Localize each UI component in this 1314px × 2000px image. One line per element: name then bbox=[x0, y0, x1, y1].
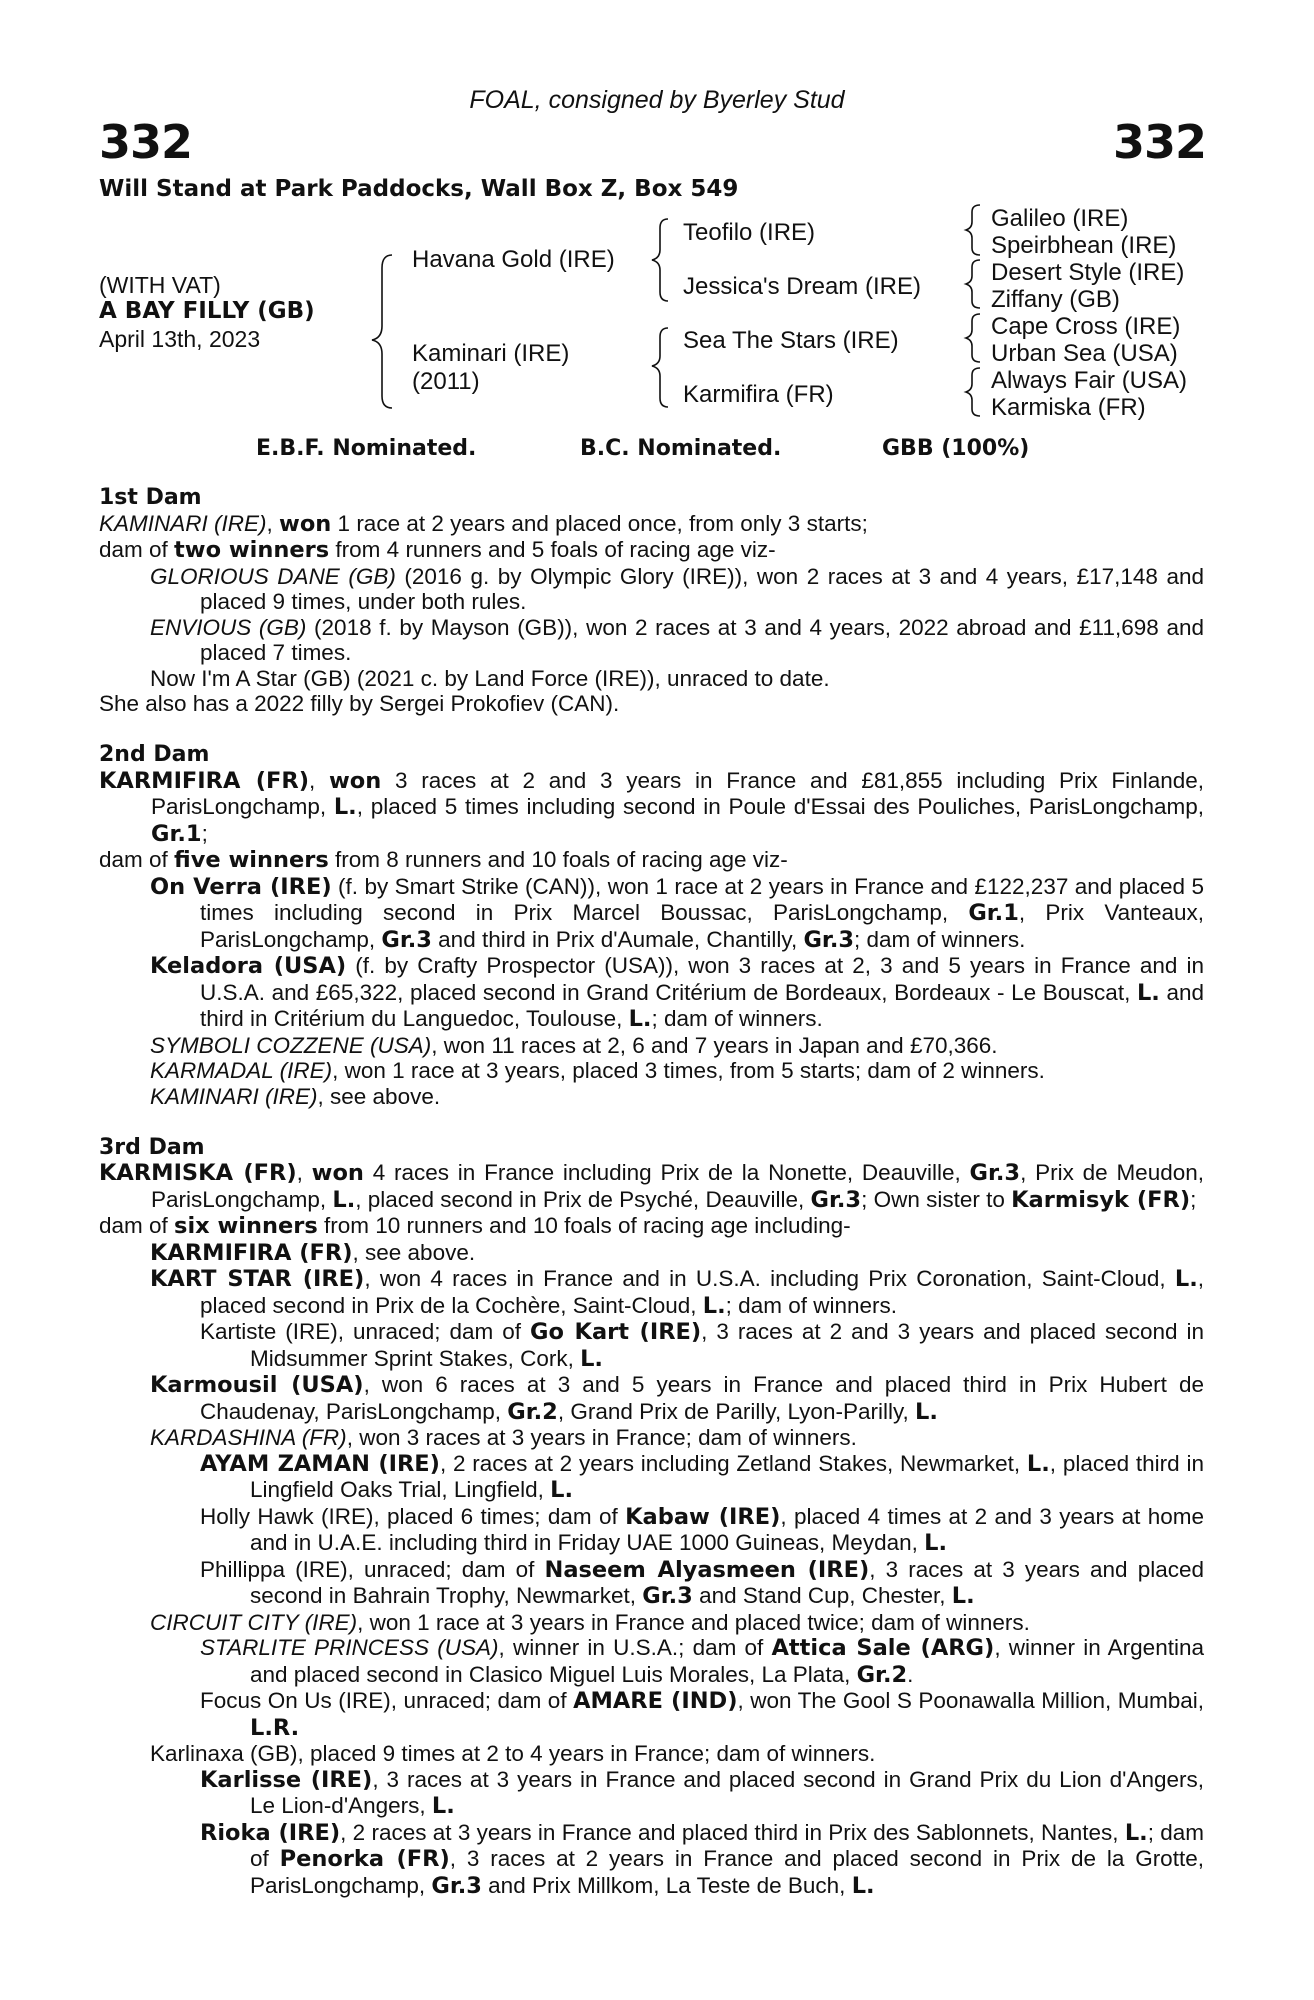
first-dam-heading: 1st Dam bbox=[99, 485, 202, 510]
first-dam-note: She also has a 2022 filly by Sergei Prokofiev (CAN). bbox=[99, 691, 620, 716]
produce-circuit-city: CIRCUIT CITY (IRE), won 1 race at 3 years in France and placed twice; dam of winners. bbox=[150, 1609, 1030, 1635]
produce-keladora: Keladora (USA) (f. by Crafty Prospector (USA)), won 3 races at 2, 3 and 5 years in France and in U.S.A. and £65,322, placed second in Grand Critérium de Bordeaux, Bordeaux - Le Bouscat, L. and third in Critérium du Languedoc, Toulouse, L.; dam of winners. bbox=[150, 953, 1205, 1032]
sire-sire: Teofilo (IRE) bbox=[683, 219, 816, 246]
ggs-1: Galileo (IRE) bbox=[991, 205, 1129, 232]
ggs-8: Karmiska (FR) bbox=[991, 394, 1146, 421]
produce-karlisse: Karlisse (IRE), 3 races at 3 years in France and placed second in Grand Prix du Lion d'Angers, Le Lion-d'Angers, L. bbox=[200, 1766, 1205, 1819]
second-dam-produce-summary: dam of five winners from 8 runners and 10 foals of racing age viz- bbox=[99, 847, 788, 873]
lot-number-right: 332 bbox=[1112, 115, 1206, 169]
produce-karlinaxa: Karlinaxa (GB), placed 9 times at 2 to 4 years in France; dam of winners. bbox=[150, 1741, 876, 1766]
produce-starlite-princess: STARLITE PRINCESS (USA), winner in U.S.A.; dam of Attica Sale (ARG), winner in Argentina and placed second in Clasico Miguel Luis Morales, La Plata, Gr.2. bbox=[200, 1635, 1204, 1688]
produce-on-verra: On Verra (IRE) (f. by Smart Strike (CAN)), won 1 race at 2 years in France and £122,237 and placed 5 times including second in Prix Marcel Boussac, ParisLongchamp, Gr.1, Prix Vanteaux, ParisLongchamp, Gr.3 and third in Prix d'Aumale, Chantilly, Gr.3; dam of winners. bbox=[150, 873, 1204, 953]
ggs-7: Always Fair (USA) bbox=[991, 367, 1188, 394]
foaling-date: April 13th, 2023 bbox=[99, 326, 261, 352]
first-dam-produce-summary: dam of two winners from 4 runners and 5 foals of racing age viz- bbox=[99, 537, 776, 563]
vat-note: (WITH VAT) bbox=[99, 272, 221, 298]
brace-g3 bbox=[966, 314, 980, 362]
bc-nominated: B.C. Nominated. bbox=[580, 436, 782, 461]
gbb-status: GBB (100%) bbox=[882, 436, 1030, 461]
third-dam-produce-summary: dam of six winners from 10 runners and 10 foals of racing age including- bbox=[99, 1213, 851, 1239]
produce-ayam-zaman: AYAM ZAMAN (IRE), 2 races at 2 years including Zetland Stakes, Newmarket, L., placed third in Lingfield Oaks Trial, Lingfield, L. bbox=[200, 1450, 1204, 1503]
produce-karmifira: KARMIFIRA (FR), see above. bbox=[150, 1239, 476, 1266]
first-dam-summary: KAMINARI (IRE), won 1 race at 2 years and placed once, from only 3 starts; bbox=[99, 510, 868, 537]
brace-g2 bbox=[966, 260, 980, 308]
ggs-4: Ziffany (GB) bbox=[991, 286, 1120, 313]
dam-dam: Karmifira (FR) bbox=[683, 381, 834, 408]
brace-sire bbox=[652, 219, 668, 301]
produce-rioka: Rioka (IRE), 2 races at 3 years in France and placed third in Prix des Sablonnets, Nantes, L.; dam of Penorka (FR), 3 races at 2 years in France and placed second in Prix de la Grotte, ParisLongchamp, Gr.3 and Prix Millkom, La Teste de Buch, L. bbox=[200, 1819, 1205, 1899]
horse-name: A BAY FILLY (GB) bbox=[99, 298, 315, 324]
catalogue-body bbox=[99, 485, 1204, 1899]
second-dam-heading: 2nd Dam bbox=[99, 742, 210, 767]
produce-kaminari: KAMINARI (IRE), see above. bbox=[150, 1083, 441, 1109]
produce-phillippa: Phillippa (IRE), unraced; dam of Naseem Alyasmeen (IRE), 3 races at 3 years and placed second in Bahrain Trophy, Newmarket, Gr.3 and Stand Cup, Chester, L. bbox=[200, 1556, 1204, 1609]
brace-g1 bbox=[966, 205, 980, 255]
sire: Havana Gold (IRE) bbox=[412, 246, 615, 273]
brace-dam bbox=[652, 328, 668, 407]
produce-kardashina: KARDASHINA (FR), won 3 races at 3 years in France; dam of winners. bbox=[150, 1425, 857, 1450]
second-dam-summary: KARMIFIRA (FR), won 3 races at 2 and 3 years in France and £81,855 including Prix Finlande, ParisLongchamp, L., placed 5 times including second in Poule d'Essai des Pouliches, ParisLongchamp, Gr.1; bbox=[99, 767, 1204, 847]
brace-g4 bbox=[966, 368, 980, 416]
produce-kartiste: Kartiste (IRE), unraced; dam of Go Kart (IRE), 3 races at 2 and 3 years and placed second in Midsummer Sprint Stakes, Cork, L. bbox=[200, 1319, 1204, 1372]
produce-symboli-cozzene: SYMBOLI COZZENE (USA), won 11 races at 2, 6 and 7 years in Japan and £70,366. bbox=[150, 1032, 998, 1058]
dam-year: (2011) bbox=[412, 368, 480, 395]
produce-holly-hawk: Holly Hawk (IRE), placed 6 times; dam of Kabaw (IRE), placed 4 times at 2 and 3 years at home and in U.A.E. including third in Friday UAE 1000 Guineas, Meydan, L. bbox=[200, 1503, 1204, 1556]
lot-number-left: 332 bbox=[99, 115, 193, 169]
third-dam-heading: 3rd Dam bbox=[99, 1134, 205, 1160]
produce-focus-on-us: Focus On Us (IRE), unraced; dam of AMARE (IND), won The Gool S Poonawalla Million, Mumbai, L.R. bbox=[200, 1688, 1204, 1741]
produce-kart-star: KART STAR (IRE), won 4 races in France and in U.S.A. including Prix Coronation, Saint-Cloud, L., placed second in Prix de la Cochère, Saint-Cloud, L.; dam of winners. bbox=[150, 1266, 1205, 1319]
stand-info: Will Stand at Park Paddocks, Wall Box Z, Box 549 bbox=[99, 176, 739, 202]
ggs-2: Speirbhean (IRE) bbox=[991, 232, 1177, 259]
produce-karmousil: Karmousil (USA), won 6 races at 3 and 5 years in France and placed third in Prix Hubert de Chaudenay, ParisLongchamp, Gr.2, Grand Prix de Parilly, Lyon-Parilly, L. bbox=[150, 1372, 1204, 1425]
ggs-3: Desert Style (IRE) bbox=[991, 259, 1185, 286]
consignment-line: FOAL, consigned by Byerley Stud bbox=[469, 86, 845, 114]
dam: Kaminari (IRE) bbox=[412, 340, 570, 367]
dam-sire: Sea The Stars (IRE) bbox=[683, 327, 899, 354]
produce-now-im-a-star: Now I'm A Star (GB) (2021 c. by Land Force (IRE)), unraced to date. bbox=[150, 665, 830, 691]
ebf-nominated: E.B.F. Nominated. bbox=[256, 436, 477, 461]
sire-dam: Jessica's Dream (IRE) bbox=[683, 273, 921, 300]
produce-karmadal: KARMADAL (IRE), won 1 race at 3 years, placed 3 times, from 5 starts; dam of 2 winners. bbox=[150, 1058, 1045, 1083]
produce-glorious-dane: GLORIOUS DANE (GB) (2016 g. by Olympic Glory (IRE)), won 2 races at 3 and 4 years, £17,148 and placed 9 times, under both rules. bbox=[150, 563, 1204, 614]
brace-main bbox=[372, 255, 392, 408]
third-dam-summary: KARMISKA (FR), won 4 races in France including Prix de la Nonette, Deauville, Gr.3, Prix de Meudon, ParisLongchamp, L., placed second in Prix de Psyché, Deauville, Gr.3; Own sister to Karmisyk (FR); bbox=[99, 1160, 1204, 1213]
ggs-5: Cape Cross (IRE) bbox=[991, 313, 1181, 340]
produce-envious: ENVIOUS (GB) (2018 f. by Mayson (GB)), won 2 races at 3 and 4 years, 2022 abroad and £11,698 and placed 7 times. bbox=[150, 614, 1204, 665]
ggs-6: Urban Sea (USA) bbox=[991, 340, 1178, 367]
